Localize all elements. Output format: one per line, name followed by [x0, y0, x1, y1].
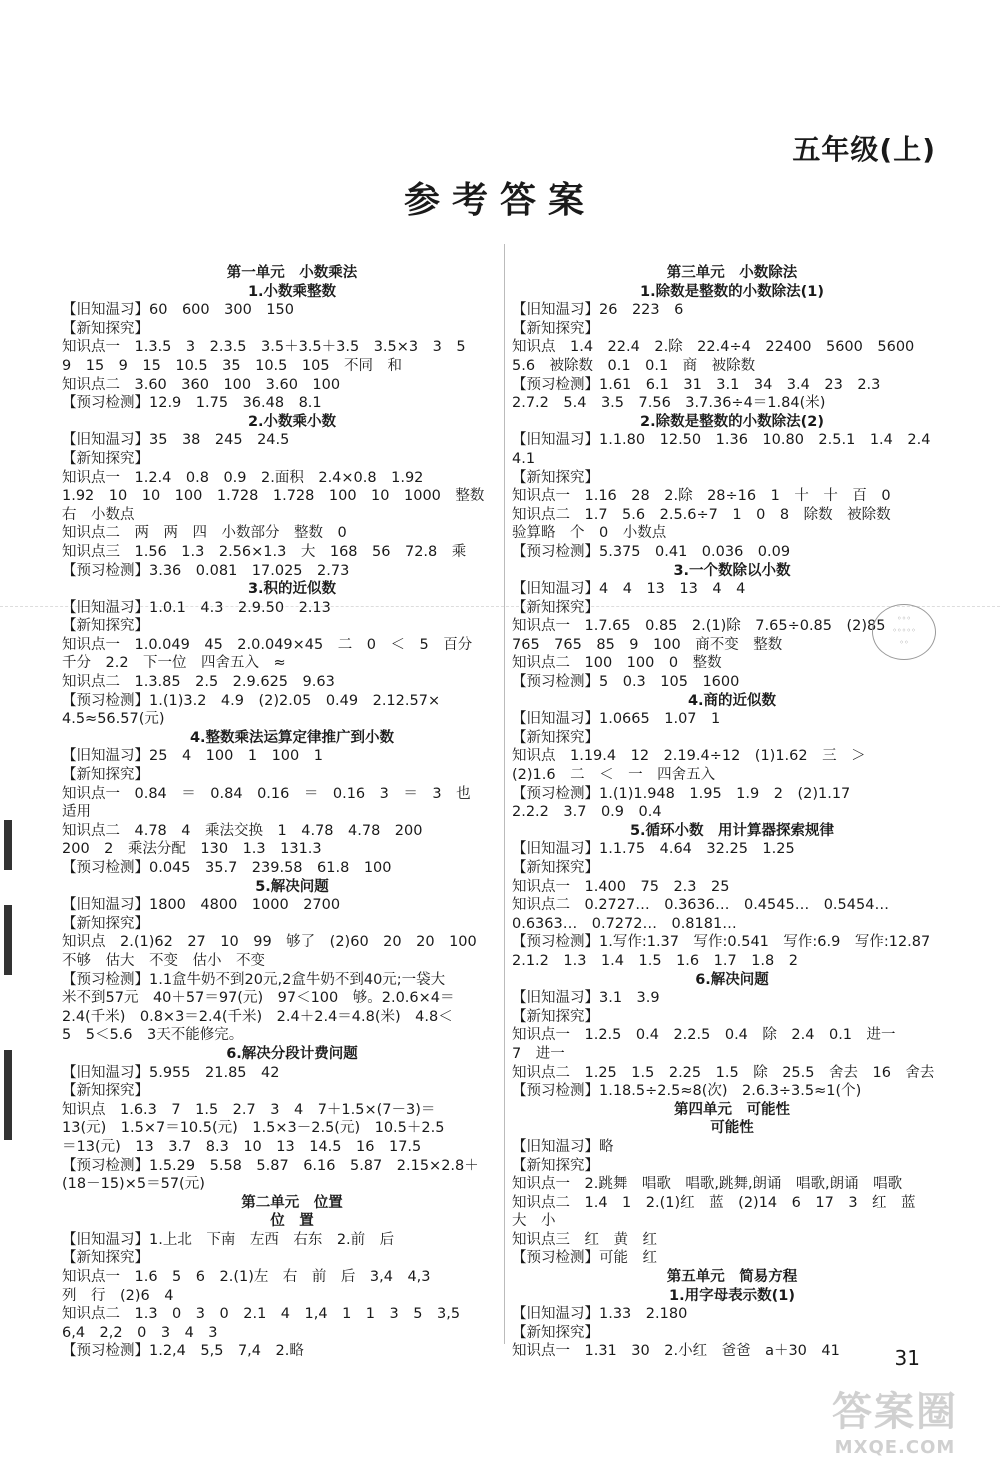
answer-line: 知识点 1.4 22.4 2.除 22.4÷4 22400 5600 5600 [512, 339, 915, 356]
section-heading: 第三单元 小数除法 [666, 265, 798, 281]
answer-line: 【新知探究】 [62, 1250, 149, 1267]
answer-line: 知识点一 1.2.4 0.8 0.9 2.面积 2.4×0.8 1.92 [62, 469, 424, 486]
answer-line: 【预习检测】1.61 6.1 31 3.1 34 3.4 23 2.3 [512, 376, 881, 393]
answer-line: 【旧知温习】35 38 245 24.5 [62, 432, 290, 449]
answer-line: (18－15)×5＝57(元) [62, 1176, 205, 1193]
answer-line: 0.6363… 0.7272… 0.8181… [512, 915, 737, 932]
scan-edge-mark [4, 820, 12, 870]
answer-line: 【旧知温习】3.1 3.9 [512, 990, 660, 1007]
answer-line: 【旧知温习】1.33 2.180 [512, 1306, 688, 1323]
answer-line: 【新知探究】 [512, 1324, 599, 1341]
answer-line: 【新知探究】 [512, 1157, 599, 1174]
answer-line: 7 进一 [512, 1045, 565, 1062]
section-heading: 4.整数乘法运算定律推广到小数 [189, 729, 395, 746]
section-heading: 1.除数是整数的小数除法(1) [640, 283, 824, 300]
answer-line: 5 5＜5.6 3天不能修完。 [62, 1027, 244, 1044]
answer-line: 知识点一 0.84 ＝ 0.84 0.16 ＝ 0.16 3 ＝ 3 也 [62, 785, 471, 802]
answer-line: 2.1.2 1.3 1.4 1.5 1.6 1.7 1.8 2 [512, 952, 798, 969]
answer-line: 知识点二 1.3.85 2.5 2.9.625 9.63 [62, 674, 335, 691]
section-heading: 第四单元 可能性 [674, 1101, 790, 1118]
section-heading: 1.小数乘整数 [247, 283, 337, 300]
page-title: 参考答案 [403, 179, 596, 221]
answer-line: 【旧知温习】1.上北 下南 左西 右东 2.前 后 [62, 1231, 395, 1248]
answer-line: 【新知探究】 [62, 1083, 149, 1100]
scan-edge-mark [4, 905, 12, 975]
answer-line: 知识点一 2.跳舞 唱歌 唱歌,跳舞,朗诵 唱歌,朗诵 唱歌 [512, 1176, 903, 1193]
answer-line: 【预习检测】1.(1)3.2 4.9 (2)2.05 0.49 2.12.57× [62, 692, 441, 709]
answer-line: 知识点二 0.2727… 0.3636… 0.4545… 0.5454… [512, 897, 889, 914]
answer-line: 知识点一 1.2.5 0.4 2.2.5 0.4 除 2.4 0.1 进一 [512, 1027, 896, 1044]
answer-line: 【新知探究】 [512, 320, 599, 337]
answer-line: 【预习检测】可能 红 [512, 1250, 657, 1267]
answer-line: 200 2 乘法分配 130 1.3 131.3 [62, 841, 322, 858]
answer-line: 4.5≈56.57(元) [62, 711, 165, 728]
answer-line: 6,4 2,2 0 3 4 3 [62, 1324, 218, 1341]
section-heading: 2.小数乘小数 [247, 413, 337, 430]
section-heading: 3.积的近似数 [247, 581, 337, 598]
answer-line: 【预习检测】5 0.3 105 1600 [512, 674, 740, 691]
answer-line: 知识点 1.19.4 12 2.19.4÷12 (1)1.62 三 ＞ [512, 748, 866, 765]
right-answer-column [512, 264, 952, 1361]
answer-line: 知识点 1.6.3 7 1.5 2.7 3 4 7＋1.5×(7－3)＝ [62, 1101, 436, 1118]
answer-line: 【旧知温习】26 223 6 [512, 302, 684, 319]
watermark-logo [800, 1380, 990, 1458]
answer-line: 【旧知温习】5.955 21.85 42 [62, 1064, 280, 1081]
answer-line: 2.4(千米) 0.8×3＝2.4(千米) 2.4＋2.4＝4.8(米) 4.8＜ [62, 1008, 453, 1025]
answer-line: 知识点一 1.6 5 6 2.(1)左 右 前 后 3,4 4,3 [62, 1269, 431, 1286]
answer-line: 【旧知温习】1.1.80 12.50 1.36 10.80 2.5.1 1.4 2.4 [512, 432, 931, 449]
grade-label: 五年级(上) [792, 133, 936, 166]
answer-line: 不够 估大 不变 估小 不变 [62, 952, 265, 969]
answer-line: 13(元) 1.5×7＝10.5(元) 1.5×3－2.5(元) 10.5＋2.5 [62, 1120, 445, 1137]
scan-edge-mark [4, 1050, 12, 1140]
section-heading: 6.解决问题 [695, 971, 769, 988]
answer-line: 知识点一 1.7.65 0.85 2.(1)除 7.65÷0.85 (2)85 [512, 618, 886, 635]
answer-line: 右 小数点 [62, 506, 135, 523]
answer-line: 知识点二 4.78 4 乘法交换 1 4.78 4.78 200 [62, 822, 423, 839]
page-number: 31 [894, 1346, 920, 1370]
section-heading: 可能性 [710, 1120, 754, 1137]
answer-line: ＝13(元) 13 3.7 8.3 10 13 14.5 16 17.5 [62, 1138, 422, 1155]
answer-line: 知识点一 1.3.5 3 2.3.5 3.5＋3.5＋3.5 3.5×3 3 5 [62, 339, 466, 356]
section-heading: 6.解决分段计费问题 [226, 1045, 358, 1062]
section-heading: 5.解决问题 [255, 878, 329, 895]
answer-line: 【预习检测】5.375 0.41 0.036 0.09 [512, 543, 791, 560]
left-answer-column [62, 264, 522, 1361]
answer-line: 【旧知温习】1800 4800 1000 2700 [62, 897, 341, 914]
answer-line: 【旧知温习】1.0665 1.07 1 [512, 711, 721, 728]
section-heading: 位 置 [270, 1213, 314, 1230]
section-heading: 2.除数是整数的小数除法(2) [640, 413, 824, 430]
answer-line: 【旧知温习】1.0.1 4.3 2.9.50 2.13 [62, 599, 331, 616]
answer-line: 列 行 (2)6 4 [62, 1287, 174, 1304]
answer-line: 【新知探究】 [62, 618, 149, 635]
review-stamp: ◦◦◦ ◦◦◦◦◦ ◦◦ [872, 604, 936, 660]
answer-line: 知识点一 1.16 28 2.除 28÷16 1 十 十 百 0 [512, 488, 891, 505]
answer-line: 【旧知温习】25 4 100 1 100 1 [62, 748, 323, 765]
answer-line: 知识点三 1.56 1.3 2.56×1.3 大 168 56 72.8 乘 [62, 543, 467, 560]
answer-line: 2.2.2 3.7 0.9 0.4 [512, 804, 662, 821]
answer-line: 知识点二 1.7 5.6 2.5.6÷7 1 0 8 除数 被除数 [512, 506, 891, 523]
answer-line: 【预习检测】3.36 0.081 17.025 2.73 [62, 562, 350, 579]
answer-line: 知识点一 1.0.049 45 2.0.049×45 二 0 ＜ 5 百分 [62, 636, 473, 653]
answer-line: 千分 2.2 下一位 四舍五入 ≈ [62, 655, 286, 672]
answer-line: 适用 [62, 804, 91, 821]
answer-line: 【新知探究】 [512, 599, 599, 616]
section-heading: 第一单元 小数乘法 [226, 265, 358, 281]
answer-line: 【新知探究】 [62, 320, 149, 337]
answer-line: 知识点二 1.25 1.5 2.25 1.5 除 25.5 舍去 16 舍去 [512, 1064, 935, 1081]
answer-line: 【旧知温习】略 [512, 1138, 614, 1155]
answer-line: 765 765 85 9 100 商不变 整数 [512, 636, 783, 653]
answer-line: 【预习检测】1.(1)1.948 1.95 1.9 2 (2)1.17 [512, 785, 851, 802]
answer-line: 知识点二 3.60 360 100 3.60 100 [62, 376, 341, 393]
answer-line: 9 15 9 15 10.5 35 10.5 105 不同 和 [62, 357, 403, 374]
answer-line: 【新知探究】 [512, 860, 599, 876]
answer-line: 【预习检测】1.5.29 5.58 5.87 6.16 5.87 2.15×2.8＋ [62, 1157, 479, 1174]
answer-line: 【新知探究】 [62, 915, 149, 932]
answer-line: 知识点一 1.31 30 2.小红 爸爸 a＋30 41 [512, 1343, 840, 1360]
section-heading: 3.一个数除以小数 [673, 562, 791, 579]
answer-line: 【预习检测】1.2,4 5,5 7,4 2.略 [62, 1343, 304, 1360]
watermark-main: 答案圈 [832, 1389, 958, 1435]
answer-line: 【旧知温习】60 600 300 150 [62, 302, 294, 319]
section-heading: 第二单元 位置 [241, 1194, 343, 1211]
answer-line: 4.1 [512, 450, 536, 467]
section-heading: 5.循环小数 用计算器探索规律 [629, 822, 835, 839]
answer-line: 知识点二 1.3 0 3 0 2.1 4 1,4 1 1 3 5 3,5 [62, 1306, 461, 1323]
answer-line: 【预习检测】1.写作:1.37 写作:0.541 写作:6.9 写作:12.87 [512, 934, 931, 951]
answer-line: 米不到57元 40＋57＝97(元) 97＜100 够。2.0.6×4＝ [62, 990, 455, 1007]
answer-line: 【预习检测】0.045 35.7 239.58 61.8 100 [62, 860, 392, 876]
answer-line: 【新知探究】 [62, 450, 149, 467]
answer-line: 【新知探究】 [512, 1008, 599, 1025]
answer-line: (2)1.6 二 ＜ 一 四舍五入 [512, 767, 716, 784]
section-heading: 1.用字母表示数(1) [669, 1287, 795, 1304]
answer-line: 【旧知温习】4 4 13 13 4 4 [512, 581, 746, 598]
watermark-url: MXQE.COM [834, 1437, 956, 1458]
answer-line: 验算略 个 0 小数点 [512, 525, 667, 542]
answer-line: 2.7.2 5.4 3.5 7.56 3.7.36÷4＝1.84(米) [512, 395, 826, 412]
answer-line: 知识点二 两 两 四 小数部分 整数 0 [62, 525, 347, 542]
answer-line: 1.92 10 10 100 1.728 1.728 100 10 1000 整数 [62, 488, 485, 505]
answer-line: 知识点二 100 100 0 整数 [512, 655, 722, 672]
answer-line: 【预习检测】1.18.5÷2.5≈8(次) 2.6.3÷3.5≈1(个) [512, 1083, 862, 1100]
answer-line: 【旧知温习】1.1.75 4.64 32.25 1.25 [512, 841, 795, 858]
answer-line: 【新知探究】 [512, 729, 599, 746]
answer-line: 【预习检测】12.9 1.75 36.48 8.1 [62, 395, 322, 412]
answer-line: 5.6 被除数 0.1 0.1 商 被除数 [512, 357, 756, 374]
answer-line: 知识点二 1.4 1 2.(1)红 蓝 (2)14 6 17 3 红 蓝 [512, 1194, 916, 1211]
answer-line: 知识点 2.(1)62 27 10 99 够了 (2)60 20 20 100 [62, 934, 477, 951]
answer-line: 【新知探究】 [62, 767, 149, 784]
answer-line: 知识点一 1.400 75 2.3 25 [512, 878, 730, 895]
section-heading: 第五单元 简易方程 [666, 1269, 798, 1286]
answer-line: 【新知探究】 [512, 469, 599, 486]
section-heading: 4.商的近似数 [687, 692, 777, 709]
answer-line: 大 小 [512, 1213, 556, 1230]
answer-line: 【预习检测】1.1盒牛奶不到20元,2盒牛奶不到40元;一袋大 [62, 971, 446, 988]
answer-line: 知识点三 红 黄 红 [512, 1231, 657, 1248]
